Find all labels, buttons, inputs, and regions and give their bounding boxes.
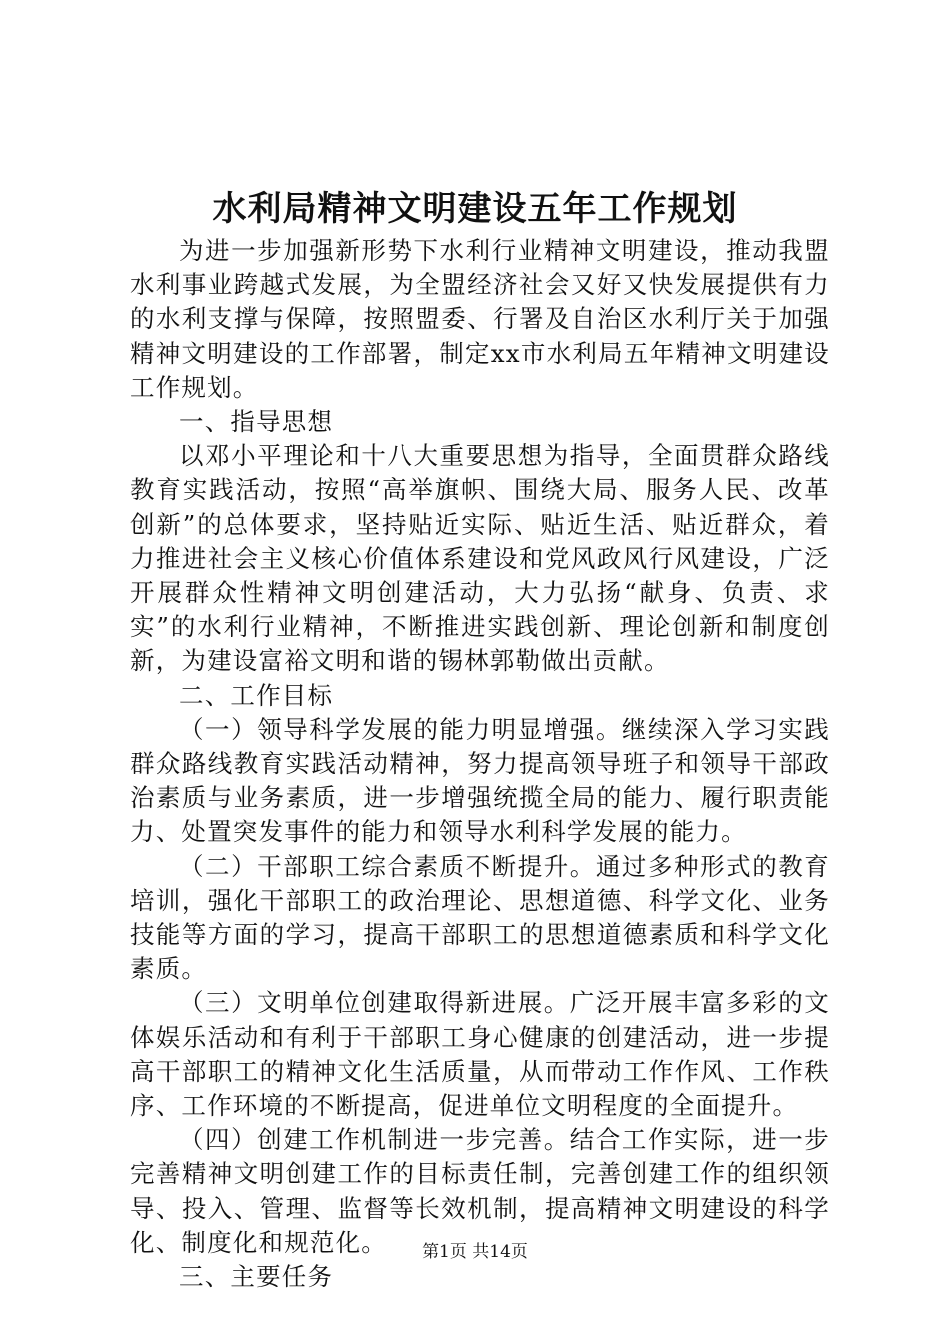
page-footer: 第1页 共14页: [422, 1242, 528, 1262]
goal-paragraph-1: （一）领导科学发展的能力明显增强。继续深入学习实践群众路线教育实践活动精神，努力提高领导班子和领导干部政治素质与业务素质，进一步增强统揽全局的能力、履行职责能力、处置突发事件的能力和领导水利科学发展的能力。: [130, 714, 830, 847]
goal-paragraph-2: （二）干部职工综合素质不断提升。通过多种形式的教育培训，强化干部职工的政治理论、思想道德、科学文化、业务技能等方面的学习，提高干部职工的思想道德素质和科学文化素质。: [130, 851, 830, 984]
section-heading-work-goals: 二、工作目标: [179, 680, 334, 710]
section-heading-main-tasks: 三、主要任务: [179, 1262, 334, 1292]
guiding-ideology-paragraph: 以邓小平理论和十八大重要思想为指导，全面贯群众路线教育实践活动，按照“高举旗帜、围绕大局、服务人民、改革创新”的总体要求，坚持贴近实际、贴近生活、贴近群众，着力推进社会主义核心价值体系建设和党风政风行风建设，广泛开展群众性精神文明创建活动，大力弘扬“献身、负责、求实”的水利行业精神，不断推进实践创新、理论创新和制度创新，为建设富裕文明和谐的锡林郭勒做出贡献。: [130, 441, 830, 676]
goal-paragraph-4: （四）创建工作机制进一步完善。结合工作实际，进一步完善精神文明创建工作的目标责任制，完善创建工作的组织领导、投入、管理、监督等长效机制，提高精神文明建设的科学化、制度化和规范化。: [130, 1125, 830, 1257]
intro-paragraph: 为进一步加强新形势下水利行业精神文明建设，推动我盟水利事业跨越式发展，为全盟经济社会又好又快发展提供有力的水利支撑与保障，按照盟委、行署及自治区水利厅关于加强精神文明建设的工作部署，制定xx市水利局五年精神文明建设工作规划。: [130, 236, 830, 402]
document-title: 水利局精神文明建设五年工作规划: [212, 189, 738, 229]
section-heading-guiding-ideology: 一、指导思想: [179, 407, 334, 437]
goal-paragraph-3: （三）文明单位创建取得新进展。广泛开展丰富多彩的文体娱乐活动和有利于干部职工身心健康的创建活动，进一步提高干部职工的精神文化生活质量，从而带动工作作风、工作秩序、工作环境的不断提高，促进单位文明程度的全面提升。: [130, 988, 830, 1121]
document-body: [130, 234, 830, 1294]
